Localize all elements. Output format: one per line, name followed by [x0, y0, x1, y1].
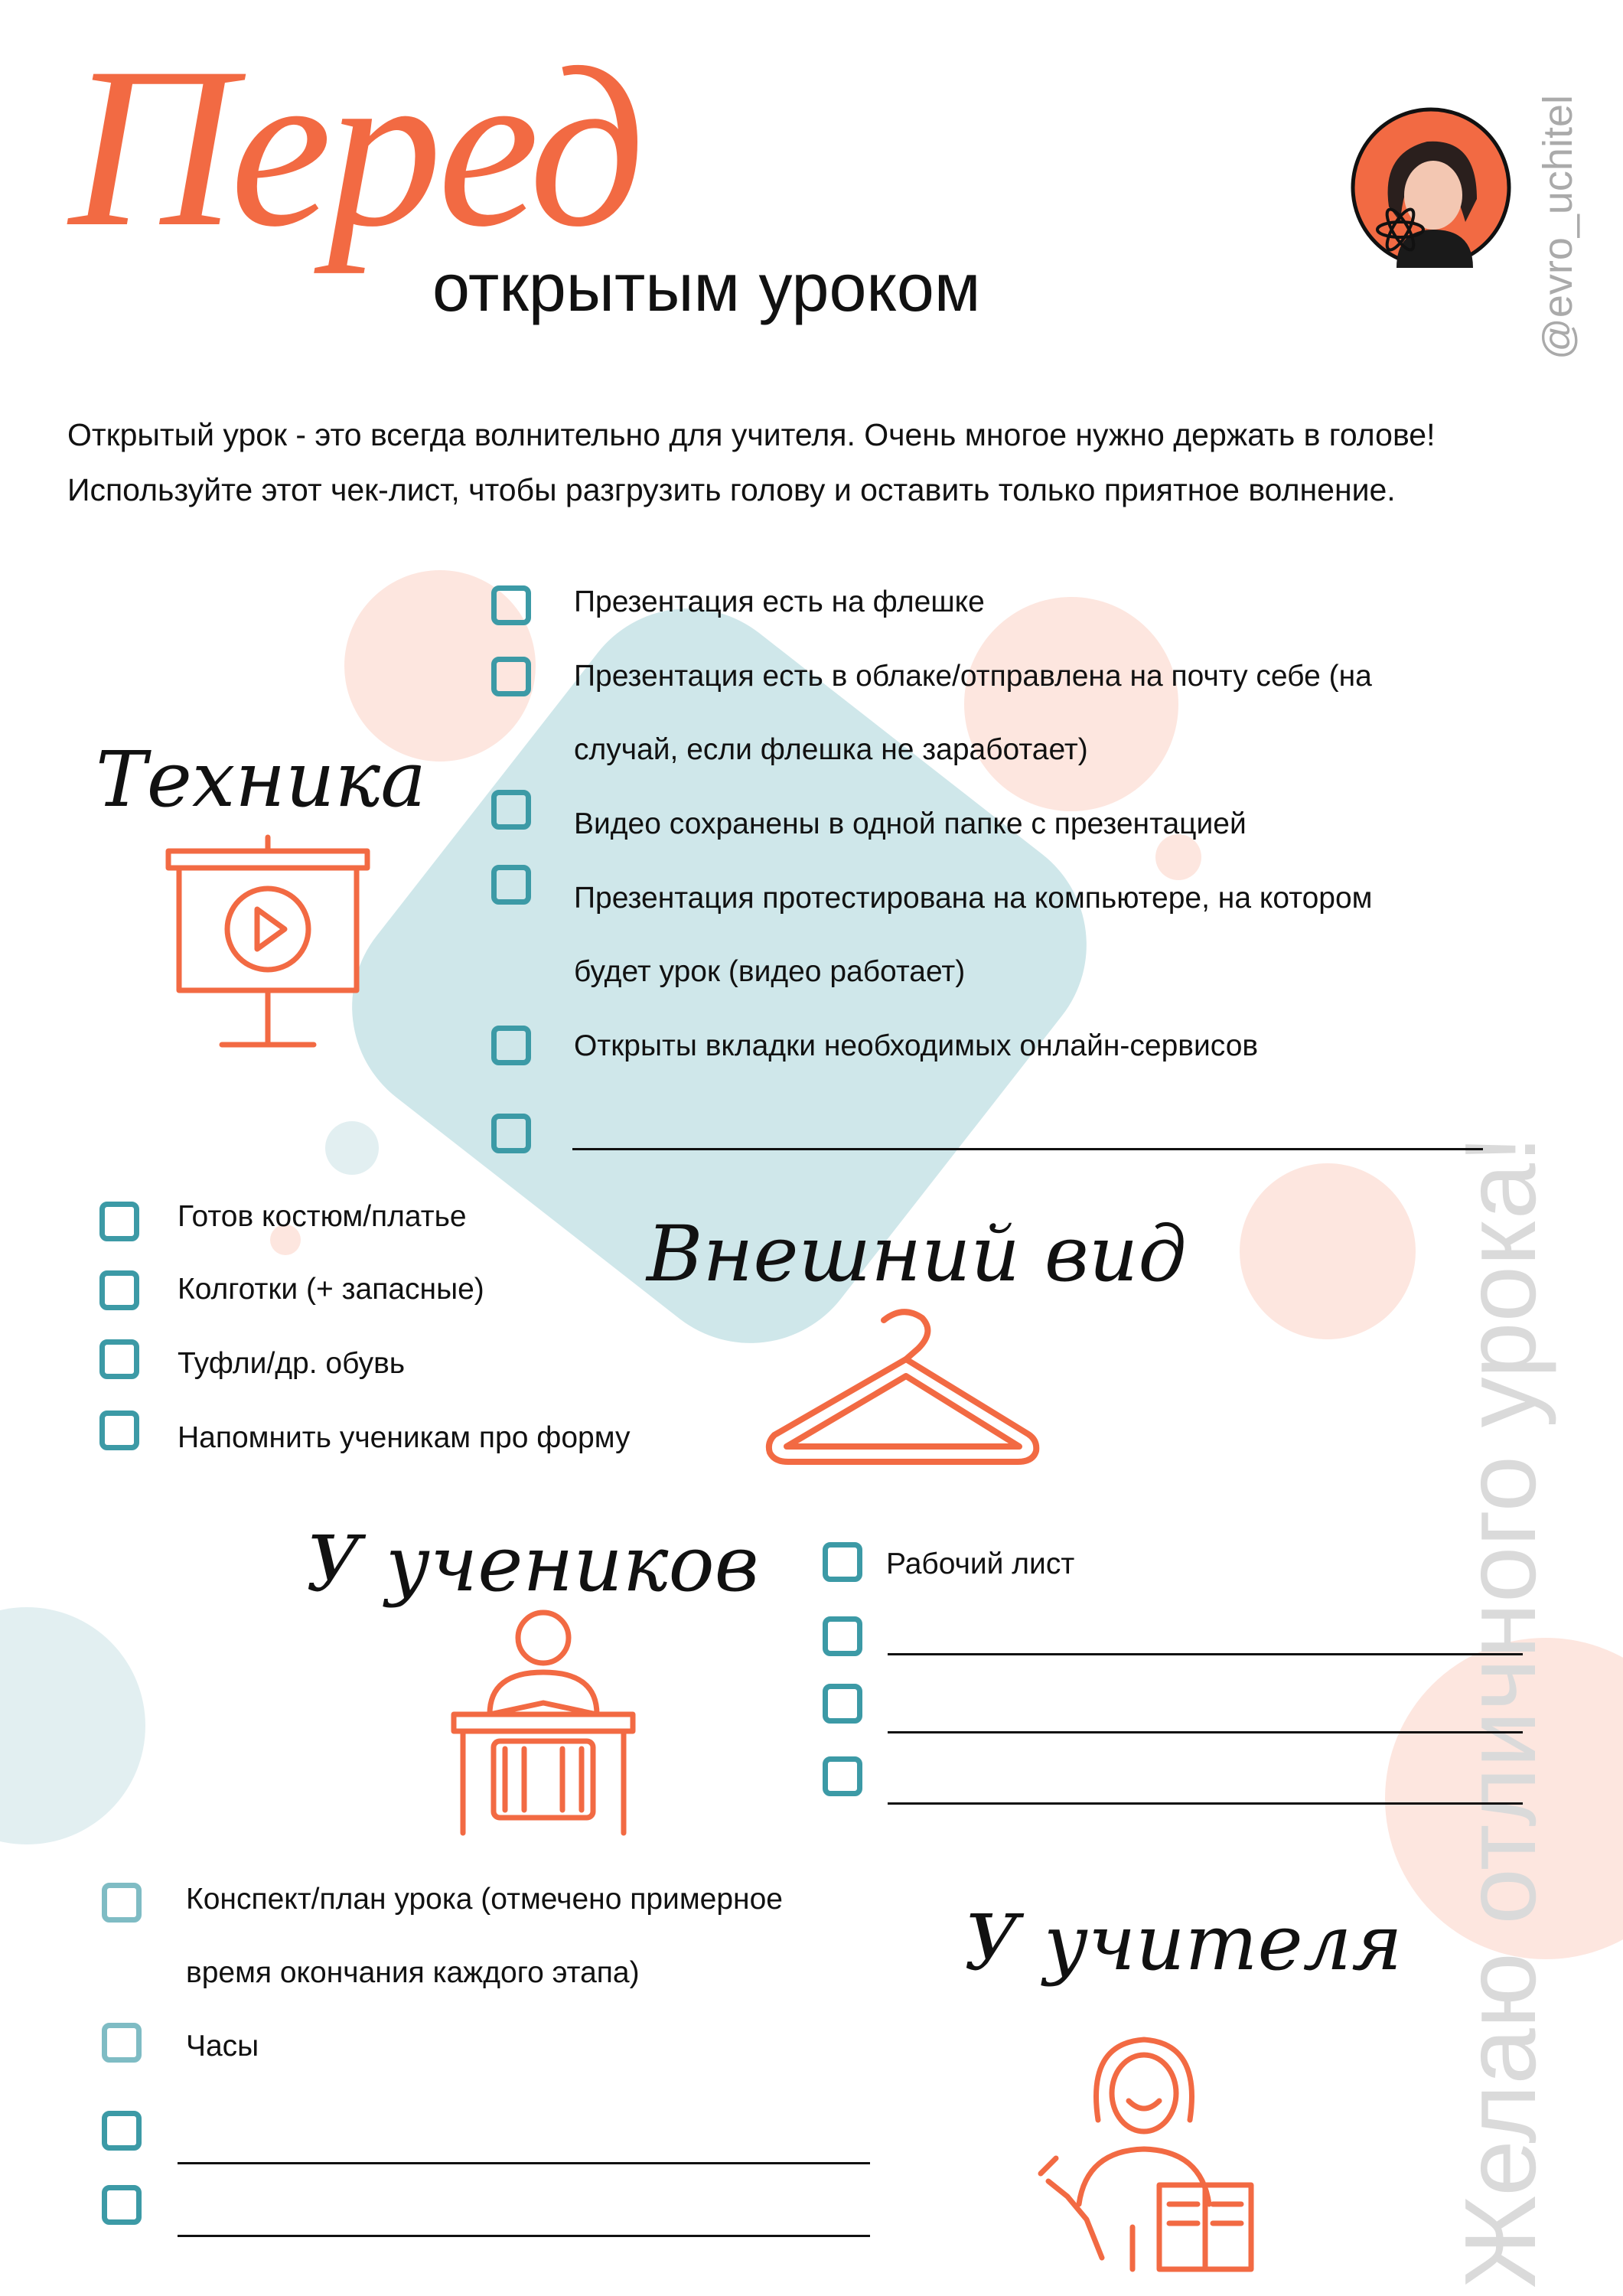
clothes-hanger-icon: [765, 1301, 1041, 1473]
checkbox-tech-2[interactable]: [491, 657, 531, 696]
checkbox-teacher-3[interactable]: [102, 2111, 142, 2151]
tech-item-2-cont: случай, если флешка не заработает): [574, 733, 1088, 766]
blank-line-teacher-2[interactable]: [178, 2235, 870, 2237]
instagram-handle: @evro_uchitel: [1535, 95, 1581, 360]
section-heading-technique: Техника: [96, 735, 426, 824]
intro-line-2: Используйте этот чек-лист, чтобы разгрузить голову и оставить только приятное волнение.: [67, 472, 1396, 507]
blank-line-teacher-1[interactable]: [178, 2162, 870, 2164]
projector-play-icon: [161, 834, 375, 1052]
avatar: [1351, 107, 1511, 268]
teacher-book-icon: [1033, 2028, 1255, 2273]
look-item-3: Туфли/др. обувь: [178, 1347, 406, 1380]
tech-item-2: Презентация есть в облаке/отправлена на почту себе (на: [574, 660, 1372, 693]
section-heading-students: У учеников: [306, 1519, 759, 1609]
peach-circle-right: [964, 597, 1178, 811]
blank-line-tech[interactable]: [572, 1148, 1483, 1150]
checkbox-tech-3[interactable]: [491, 790, 531, 830]
student-item-1: Рабочий лист: [886, 1548, 1075, 1580]
checkbox-teacher-4[interactable]: [102, 2185, 142, 2225]
look-item-2: Колготки (+ запасные): [178, 1273, 484, 1306]
blank-line-student-1[interactable]: [888, 1653, 1523, 1655]
checkbox-tech-1[interactable]: [491, 585, 531, 625]
checkbox-look-1[interactable]: [99, 1202, 139, 1241]
checkbox-tech-4[interactable]: [491, 865, 531, 905]
teal-circle-left: [0, 1607, 145, 1844]
tech-item-4: Презентация протестирована на компьютере, на котором: [574, 882, 1373, 915]
checkbox-student-4[interactable]: [823, 1756, 862, 1796]
tech-item-3: Видео сохранены в одной папке с презентацией: [574, 807, 1247, 840]
checkbox-tech-6[interactable]: [491, 1114, 531, 1153]
blank-line-student-3[interactable]: [888, 1802, 1523, 1805]
checkbox-teacher-1[interactable]: [102, 1883, 142, 1923]
teacher-item-1: Конспект/план урока (отмечено примерное: [186, 1883, 783, 1916]
checkbox-student-2[interactable]: [823, 1616, 862, 1656]
checkbox-look-3[interactable]: [99, 1339, 139, 1379]
section-heading-appearance: Внешний вид: [647, 1209, 1187, 1299]
peach-circle-small: [1155, 834, 1201, 880]
tech-item-1: Презентация есть на флешке: [574, 585, 985, 618]
tech-item-4-cont: будет урок (видео работает): [574, 955, 966, 988]
section-heading-teacher: У учителя: [964, 1898, 1403, 1988]
teacher-item-1-cont: время окончания каждого этапа): [186, 1956, 640, 1989]
checkbox-teacher-2[interactable]: [102, 2023, 142, 2063]
student-desk-icon: [448, 1607, 639, 1837]
checkbox-tech-5[interactable]: [491, 1026, 531, 1065]
checkbox-look-4[interactable]: [99, 1411, 139, 1450]
checkbox-look-2[interactable]: [99, 1270, 139, 1310]
tech-item-5: Открыты вкладки необходимых онлайн-сервисов: [574, 1029, 1259, 1062]
title-script: Перед: [69, 20, 641, 274]
look-item-1: Готов костюм/платье: [178, 1200, 467, 1233]
intro-line-1: Открытый урок - это всегда волнительно для учителя. Очень многое нужно держать в голове!: [67, 417, 1436, 452]
side-wish-text: Желаю отличного урока!: [1444, 1135, 1556, 2288]
checkbox-student-3[interactable]: [823, 1684, 862, 1724]
page-title: открытым уроком: [432, 249, 981, 325]
checkbox-student-1[interactable]: [823, 1542, 862, 1582]
teacher-item-2: Часы: [186, 2030, 259, 2063]
blank-line-student-2[interactable]: [888, 1731, 1523, 1733]
look-item-4: Напомнить ученикам про форму: [178, 1421, 631, 1454]
peach-circle-bottom: [1240, 1163, 1416, 1339]
teal-circle-small: [325, 1121, 379, 1175]
